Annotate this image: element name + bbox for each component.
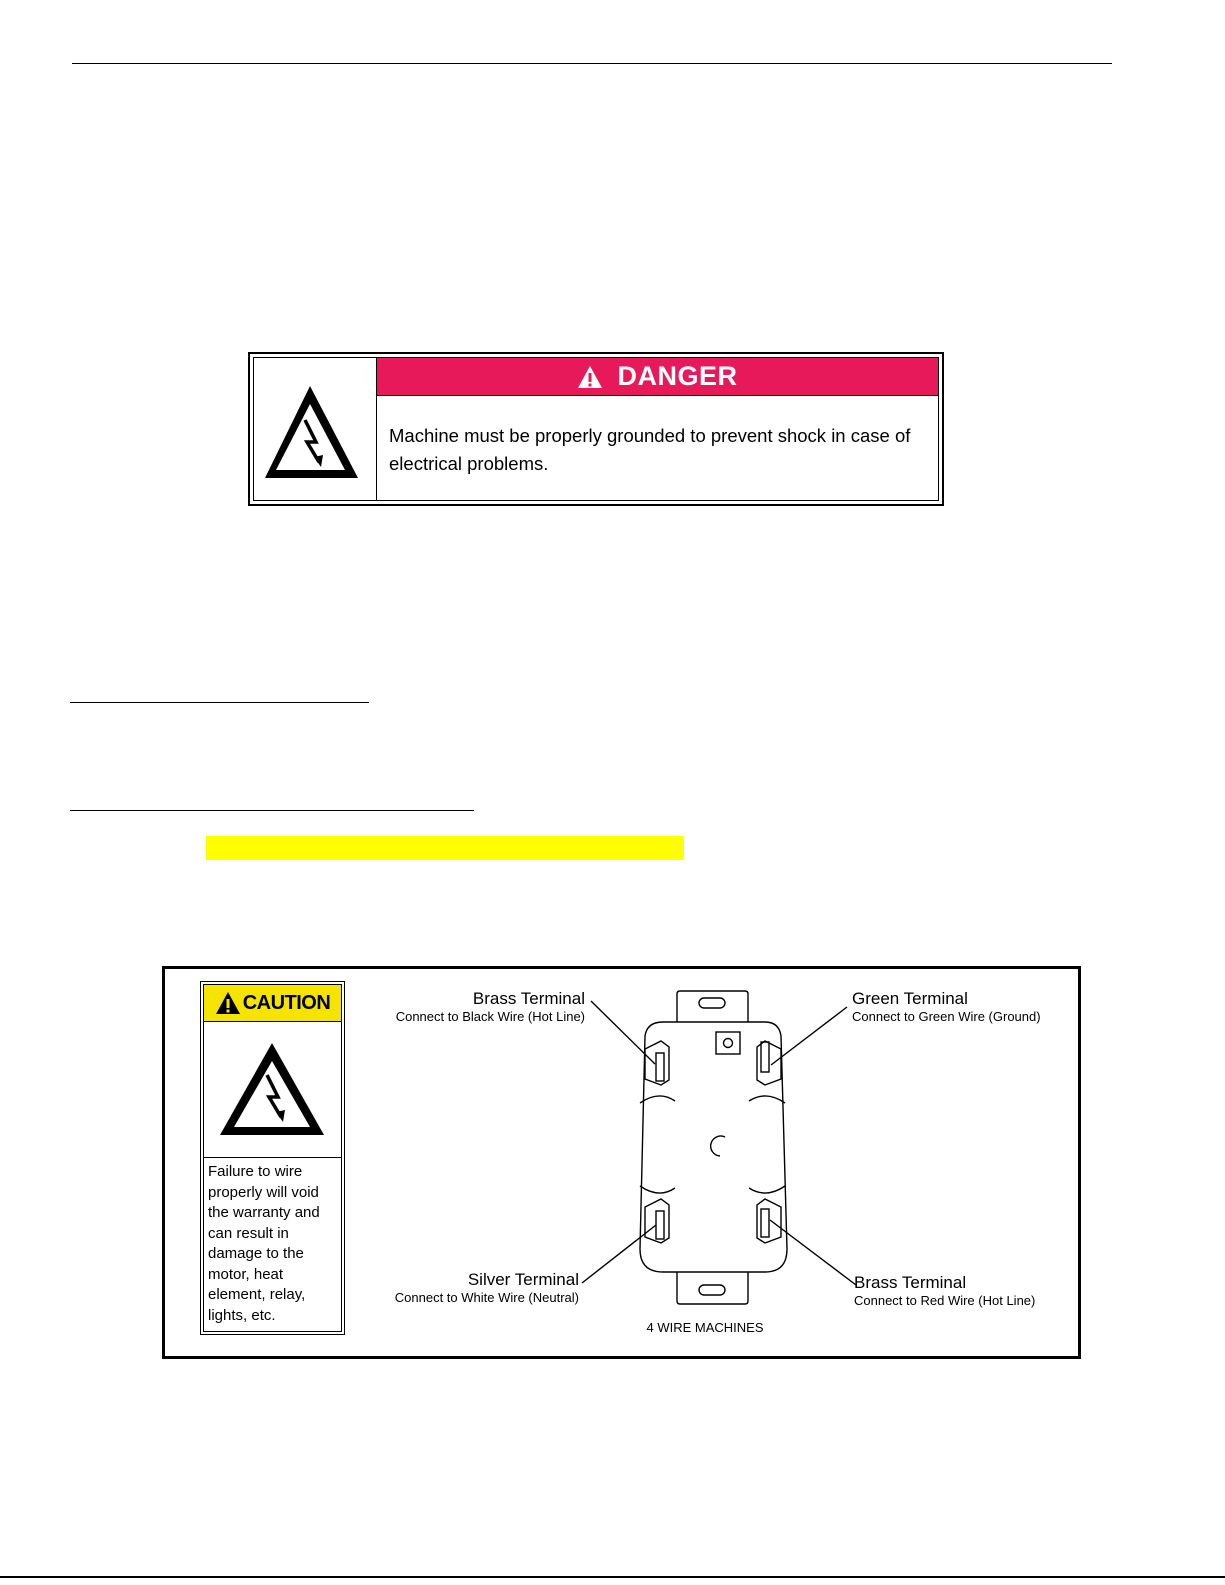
terminal-instruction: Connect to Black Wire (Hot Line) [395, 1009, 585, 1024]
danger-label [248, 352, 944, 506]
terminal-label-top-right [852, 989, 1077, 1024]
terminal-label-top-left [355, 989, 585, 1024]
header-rule [72, 63, 1112, 64]
caution-message: Failure to wire properly will void the warranty and can result in damage to the motor, heat element, relay, lights, etc. [208, 1163, 320, 1324]
danger-header [377, 358, 938, 396]
section-underline [70, 702, 369, 703]
highlight-bar [206, 836, 684, 860]
warning-triangle-icon [577, 365, 603, 389]
section-underline [70, 810, 474, 811]
terminal-title: Silver Terminal [467, 1270, 579, 1289]
terminal-instruction: Connect to Green Wire (Ground) [852, 1009, 1041, 1024]
wiring-diagram [162, 966, 1081, 1359]
terminal-label-bottom-right [854, 1273, 1074, 1308]
caution-title: CAUTION [242, 991, 331, 1014]
danger-message: Machine must be properly grounded to prevent shock in case of electrical problems. [389, 425, 911, 474]
danger-title: DANGER [617, 361, 738, 391]
terminal-label-bottom-left [355, 1270, 579, 1305]
terminal-title: Green Terminal [852, 989, 968, 1008]
footer-rule [0, 1576, 1225, 1578]
terminal-title: Brass Terminal [854, 1273, 967, 1292]
terminal-title: Brass Terminal [472, 989, 585, 1008]
terminal-instruction: Connect to Red Wire (Hot Line) [854, 1293, 1036, 1308]
diagram-caption: 4 WIRE MACHINES [646, 1320, 764, 1335]
terminal-instruction: Connect to White Wire (Neutral) [394, 1290, 579, 1305]
danger-icon-cell [254, 358, 377, 500]
electrical-hazard-icon [254, 358, 376, 504]
